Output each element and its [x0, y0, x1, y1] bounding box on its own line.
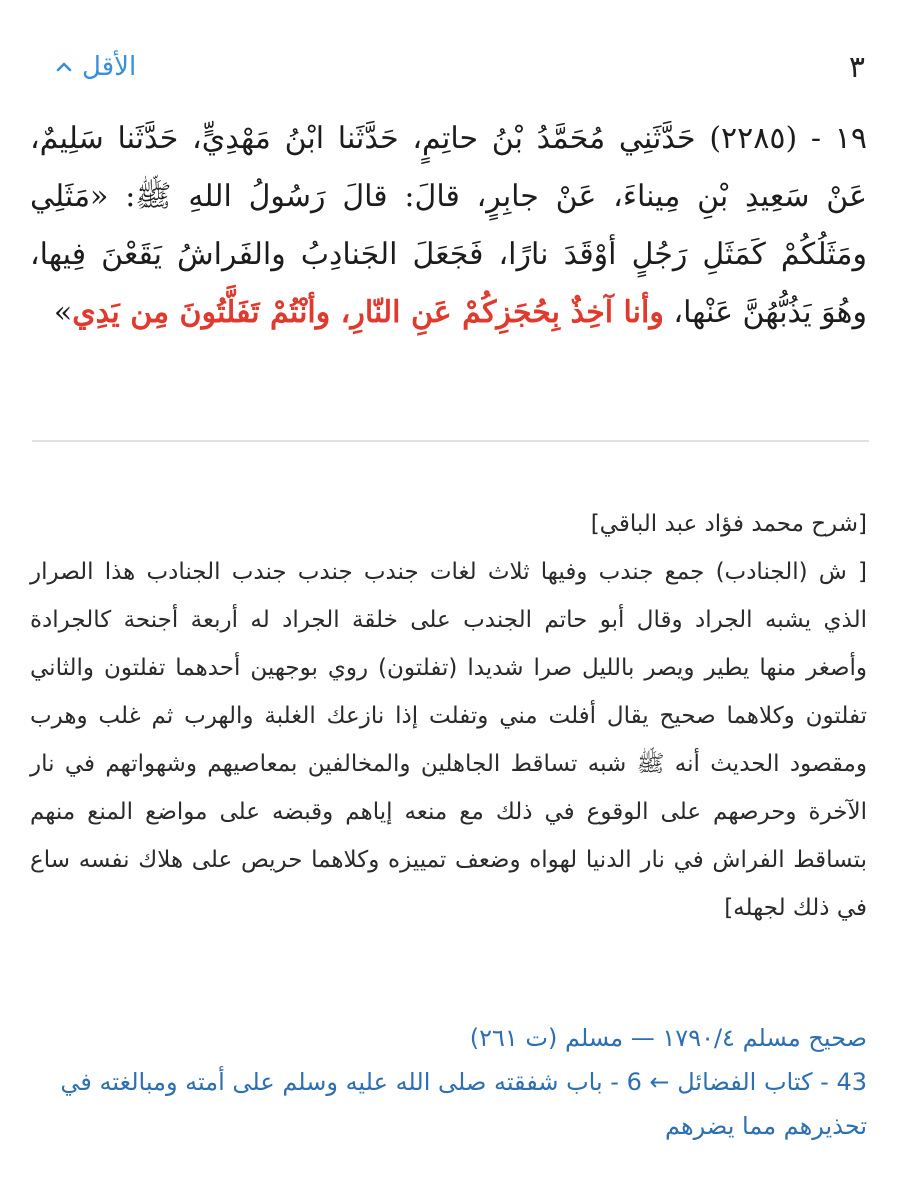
- chevron-up-icon: [54, 57, 74, 77]
- commentary-body: [ ش (الجنادب) جمع جندب وفيها ثلاث لغات جندب جندب جندب الجنادب هذا الصرار الذي يشبه الجراد وقال أبو حاتم الجندب على خلقة الجراد له أربعة أجنحة كالجرادة وأصغر منها يطير ويصر بالليل صرا شديدا (تفلتون) روي بوجهين أحدهما تفلتون والثاني تفلتون وكلاهما صحيح يقال أفلت مني وتفلت إذا نازعك الغلبة والهرب ثم غلب وهرب ومقصود الحديث أنه ﷺ شبه تساقط الجاهلين والمخالفين بمعاصيهم وشهواتهم في نار الآخرة وحرصهم على الوقوع في ذلك مع منعه إياهم وقبضه على مواضع المنع منهم بتساقط الفراش في نار الدنيا لهواه وضعف تمييزه وكلاهما حريص على هلاك نفسه ساع في ذلك لجهله]: [30, 559, 867, 921]
- source-book-link[interactable]: صحيح مسلم ١٧٩٠/٤ — مسلم (ت ٢٦١): [469, 1024, 867, 1052]
- collapse-link[interactable]: [54, 52, 136, 82]
- hadith-chain-and-text: ١٩ - (٢٢٨٥) حَدَّثَنِي مُحَمَّدُ بْنُ حاتِمٍ، حَدَّثَنا ابْنُ مَهْدِيٍّ، حَدَّثَنا سَلِيمٌ، عَنْ سَعِيدِ بْنِ مِيناءَ، عَنْ جابِرٍ، قالَ: قالَ رَسُولُ اللهِ ﷺ: «مَثَلِي ومَثَلُكُمْ كَمَثَلِ رَجُلٍ أوْقَدَ نارًا، فَجَعَلَ الجَنادِبُ والفَراشُ يَقَعْنَ فِيها، وهُوَ يَذُبُّهُنَّ عَنْها،: [30, 121, 867, 330]
- header: [40, 46, 865, 96]
- commentary: [30, 500, 867, 932]
- hadith-close-quote: »: [53, 295, 73, 330]
- hadith-emphasis: وأنا آخِذٌ بِحُجَزِكُمْ عَنِ النّارِ، وأنْتُمْ تَفَلَّتُونَ مِن يَدِي: [72, 295, 664, 330]
- page-number: ٣: [848, 50, 865, 85]
- divider: [32, 440, 869, 442]
- hadith-text: [30, 110, 867, 342]
- source-links: [30, 1016, 867, 1148]
- source-chapter-link[interactable]: 43 - كتاب الفضائل ← 6 - باب شفقته صلى الله عليه وسلم على أمته ومبالغته في تحذيرهم مما يضرهم: [60, 1068, 867, 1140]
- commentary-title: [شرح محمد فؤاد عبد الباقي]: [590, 511, 867, 537]
- collapse-label: الأقل: [82, 52, 137, 82]
